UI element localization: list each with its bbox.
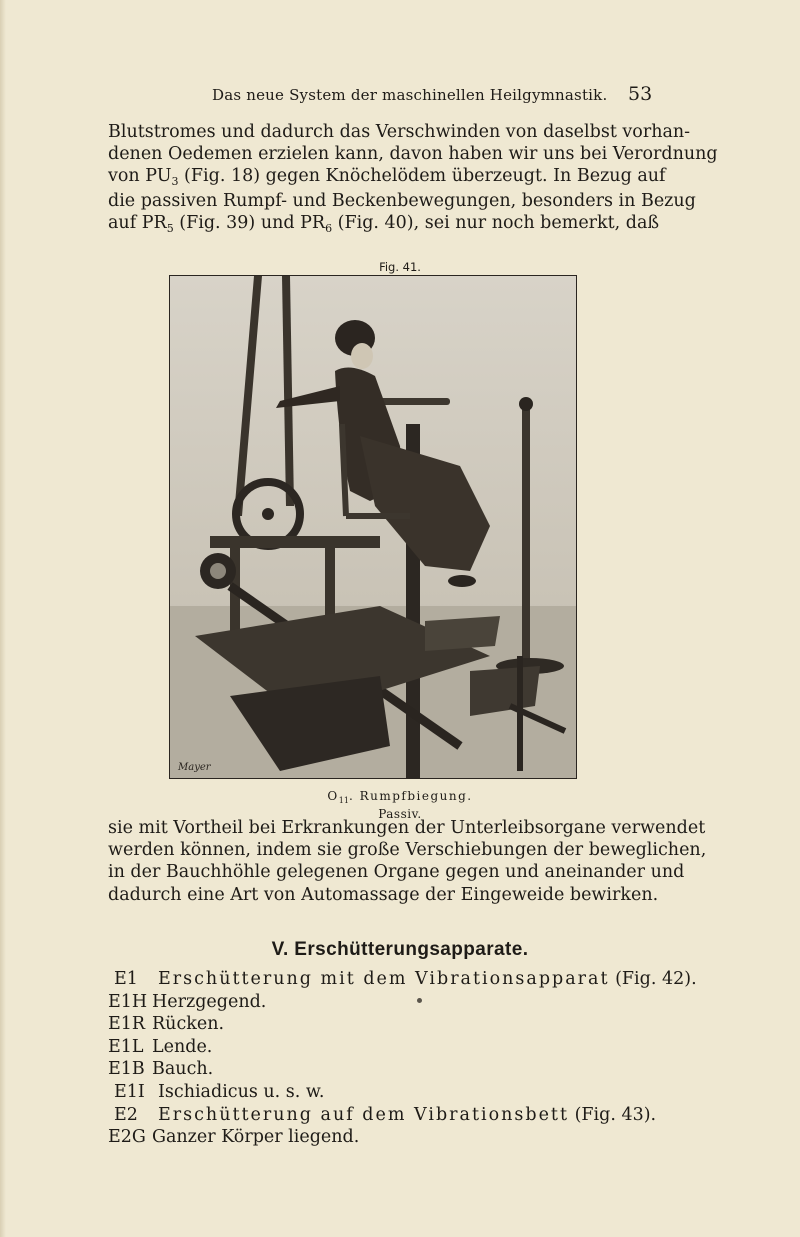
entry-code: E1 bbox=[114, 969, 138, 989]
section-heading: V. Erschütterungsapparate. bbox=[271, 939, 529, 960]
figure-caption: $O_{11}$. Rumpfbiegung. bbox=[327, 789, 473, 805]
text-line: in der Bauchhöhle gelegenen Organe gegen und aneinander und bbox=[108, 862, 685, 883]
text-line: denen Oedemen erzielen kann, davon haben wir uns bei Verordnung bbox=[108, 144, 718, 165]
entry-code: E1B bbox=[108, 1059, 145, 1080]
list-item: E1R Rücken. bbox=[108, 1014, 225, 1035]
entry-code: E2 bbox=[114, 1104, 138, 1125]
signature: Mayer bbox=[178, 762, 211, 773]
running-header bbox=[0, 83, 800, 108]
text-line: die passiven Rumpf- und Beckenbewegungen, besonders in Bezug bbox=[108, 190, 696, 211]
entry-list bbox=[108, 968, 697, 1149]
list-item: E1B Bauch. bbox=[108, 1059, 214, 1080]
list-item: E1L Lende. bbox=[108, 1036, 213, 1057]
ink-speck bbox=[417, 998, 422, 1003]
text-line: dadurch eine Art von Automassage der Eingeweide bewirken. bbox=[108, 884, 659, 905]
list-item: E1 Erschütterung mit dem Vibrationsapparat (Fig. 42). bbox=[114, 969, 697, 989]
entry-code: E1L bbox=[108, 1036, 144, 1057]
entry-code: E1H bbox=[108, 991, 148, 1012]
text-line: werden können, indem sie große Verschiebungen der beweglichen, bbox=[108, 840, 707, 861]
entry-code: E2G bbox=[108, 1127, 146, 1148]
header-title: Das neue System der maschinellen Heilgymnastik. bbox=[212, 86, 608, 104]
entry-code: E1I bbox=[114, 1081, 145, 1102]
entry-code: E1R bbox=[108, 1014, 146, 1035]
exercise-machine-illustration bbox=[170, 276, 576, 778]
paragraph-2 bbox=[108, 817, 707, 906]
list-item: E2G Ganzer Körper liegend. bbox=[108, 1127, 360, 1148]
list-item: E2 Erschütterung auf dem Vibrationsbett (Fig. 43). bbox=[114, 1104, 657, 1125]
paragraph-1 bbox=[108, 121, 718, 236]
figure-caption-mode: Passiv. bbox=[378, 807, 422, 821]
text-line: von $PU_3$ (Fig. 18) gegen Knöchelödem überzeugt. In Bezug auf bbox=[108, 166, 666, 189]
list-item: E1H Herzgegend. bbox=[108, 991, 267, 1012]
text-line: auf $PR_5$ (Fig. 39) und $PR_6$ (Fig. 40), sei nur noch bemerkt, daß bbox=[108, 212, 660, 235]
list-item: E1I Ischiadicus u. s. w. bbox=[114, 1081, 325, 1102]
page-number: 53 bbox=[628, 83, 653, 105]
figure-photograph bbox=[169, 275, 577, 779]
page-edge bbox=[0, 0, 6, 1237]
text-line: sie mit Vortheil bei Erkrankungen der Unterleibsorgane verwendet bbox=[108, 818, 706, 838]
figure-label: Fig. 41. bbox=[379, 260, 421, 274]
text-line: Blutstromes und dadurch das Verschwinden von daselbst vorhan- bbox=[108, 122, 691, 142]
